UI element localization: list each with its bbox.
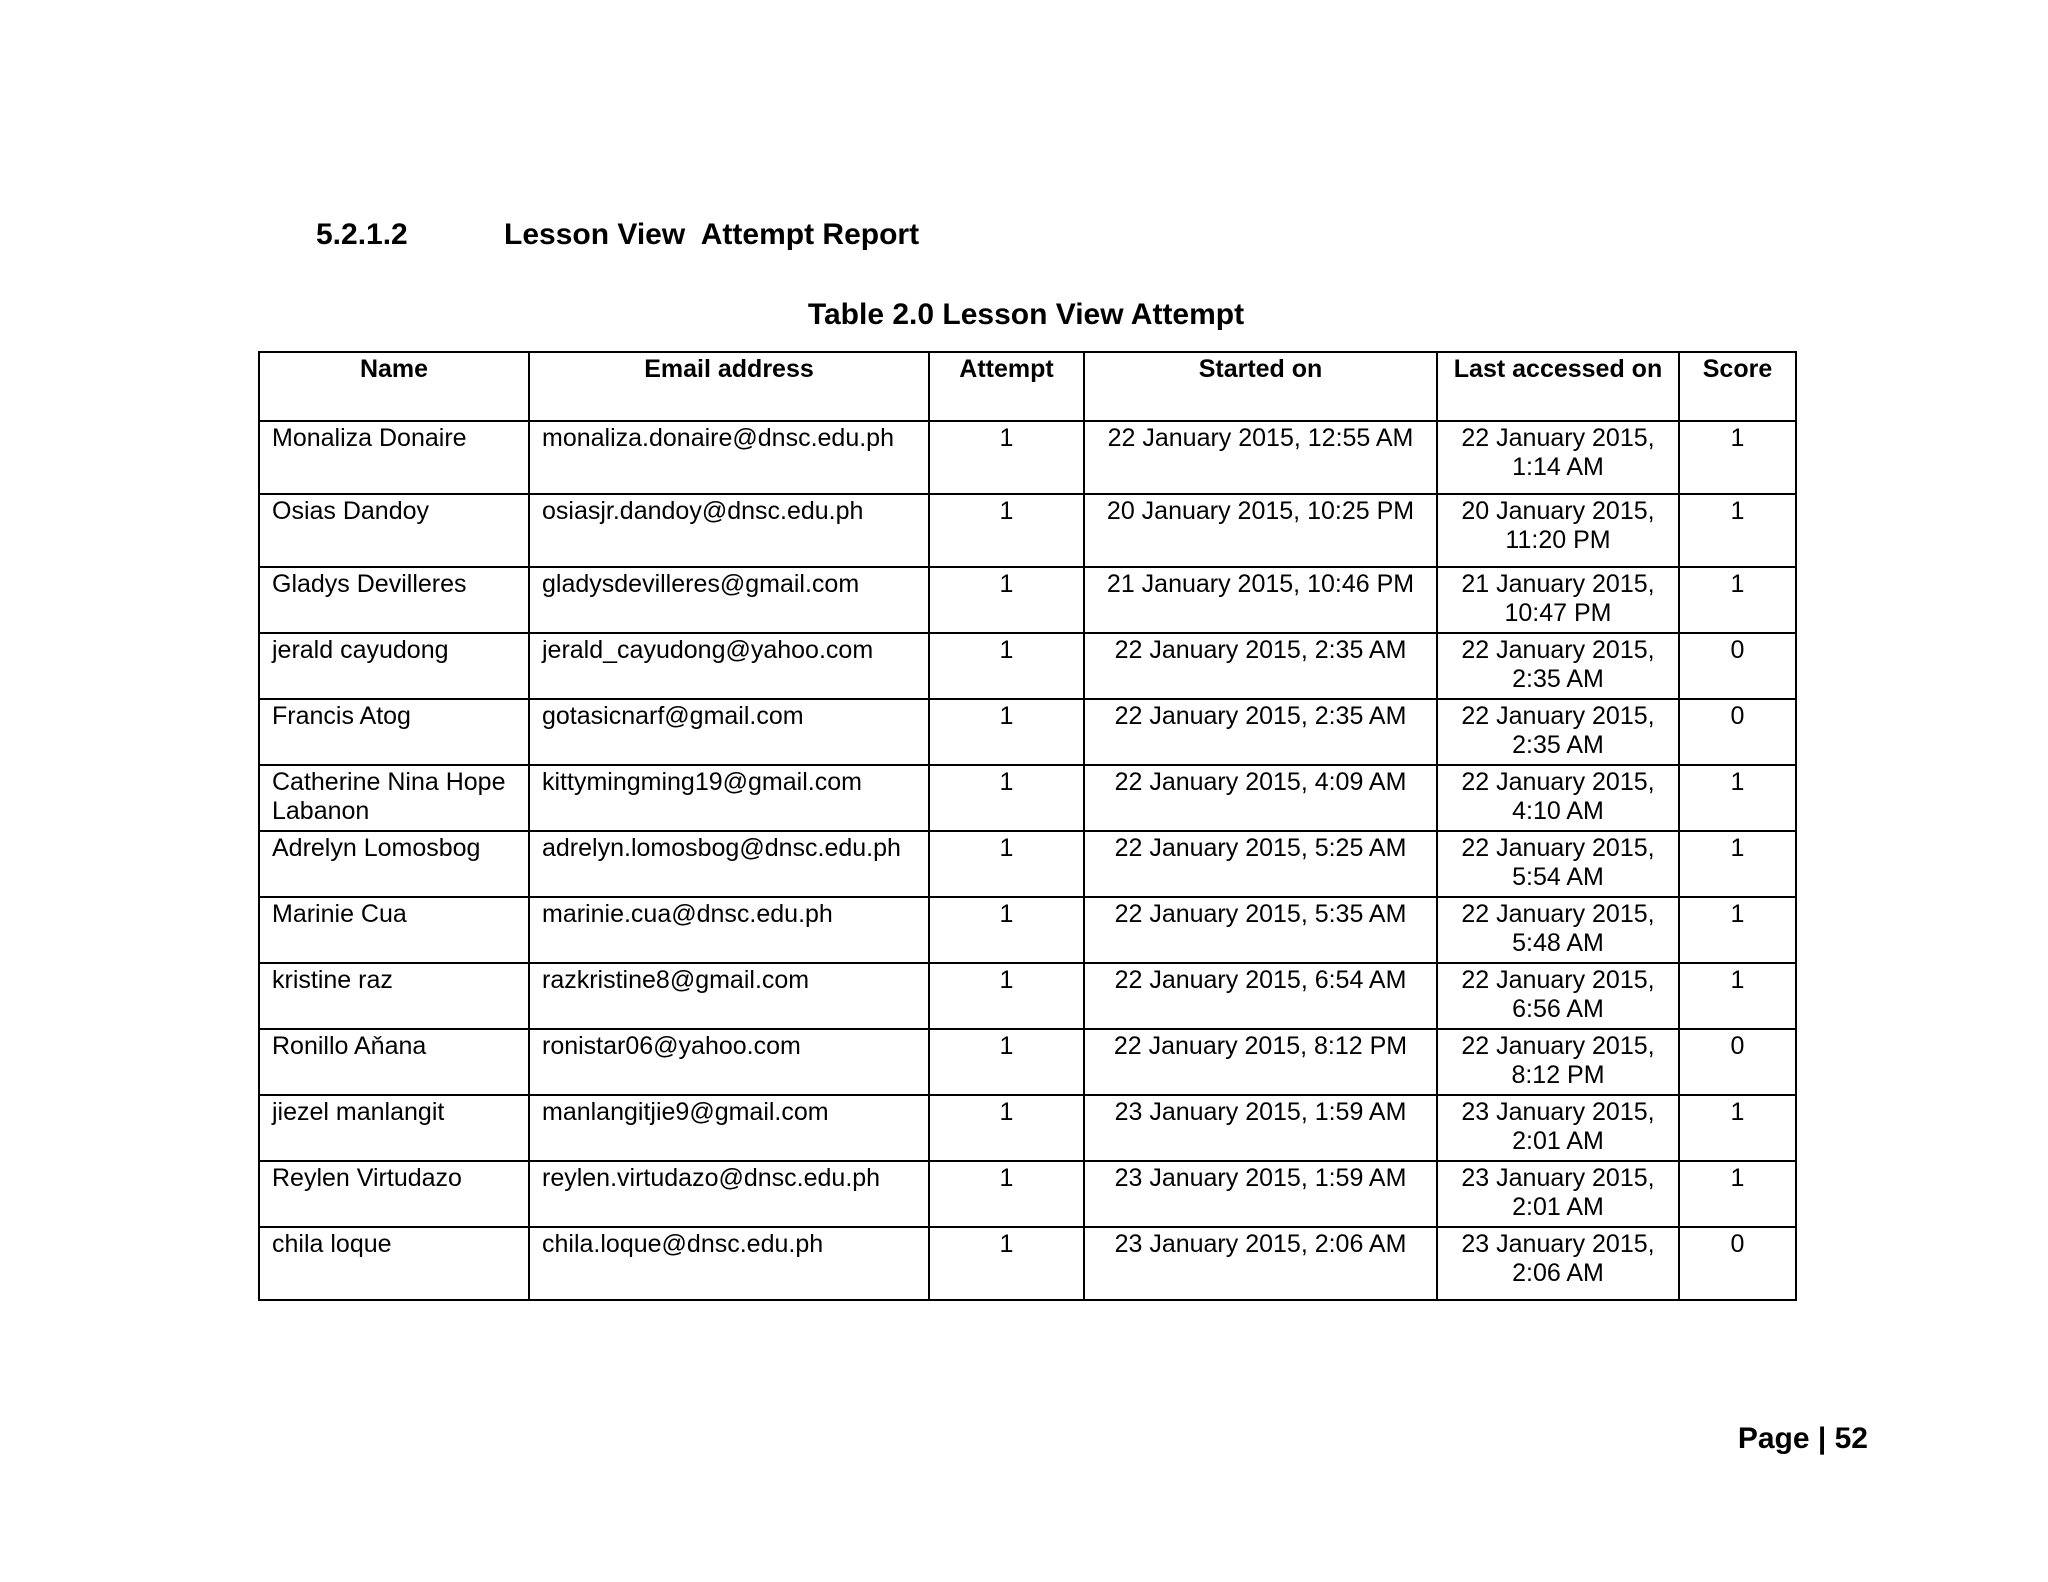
cell-score: 0 [1679,699,1796,765]
cell-last-accessed-on [1437,897,1679,963]
cell-last-accessed-on [1437,963,1679,1029]
last-accessed-date: 22 January 2015, [1461,702,1655,730]
cell-last-accessed-on [1437,421,1679,494]
table-body [259,421,1796,1300]
table-row [259,633,1796,699]
cell-last-accessed-on [1437,1095,1679,1161]
cell-score: 1 [1679,765,1796,831]
cell-score: 1 [1679,831,1796,897]
table-row [259,831,1796,897]
last-accessed-date: 22 January 2015, [1461,834,1655,862]
last-accessed-time: 5:54 AM [1512,863,1604,891]
cell-score: 1 [1679,494,1796,567]
table-row [259,421,1796,494]
table-row [259,1029,1796,1095]
lesson-view-attempt-table [258,351,1797,1301]
cell-attempt: 1 [929,567,1084,633]
table-row [259,1095,1796,1161]
cell-score: 0 [1679,633,1796,699]
cell-email: marinie.cua@dnsc.edu.ph [529,897,929,963]
cell-attempt: 1 [929,1161,1084,1227]
header-email: Email address [529,352,929,421]
cell-started-on: 22 January 2015, 12:55 AM [1084,421,1437,494]
table-row [259,897,1796,963]
last-accessed-time: 1:14 AM [1512,453,1604,481]
cell-attempt: 1 [929,831,1084,897]
cell-score: 0 [1679,1029,1796,1095]
last-accessed-date: 20 January 2015, [1461,497,1655,525]
cell-name: jiezel manlangit [259,1095,529,1161]
cell-email: monaliza.donaire@dnsc.edu.ph [529,421,929,494]
last-accessed-date: 21 January 2015, [1461,570,1655,598]
last-accessed-date: 22 January 2015, [1461,768,1655,796]
last-accessed-time: 8:12 PM [1511,1061,1605,1089]
last-accessed-date: 23 January 2015, [1461,1230,1655,1258]
cell-attempt: 1 [929,421,1084,494]
cell-email: gladysdevilleres@gmail.com [529,567,929,633]
cell-attempt: 1 [929,897,1084,963]
cell-last-accessed-on [1437,633,1679,699]
table-row [259,567,1796,633]
table-row [259,1161,1796,1227]
cell-started-on: 22 January 2015, 6:54 AM [1084,963,1437,1029]
last-accessed-time: 2:06 AM [1512,1259,1604,1287]
table-row [259,699,1796,765]
table-row [259,963,1796,1029]
cell-name: Gladys Devilleres [259,567,529,633]
cell-score: 0 [1679,1227,1796,1300]
last-accessed-date: 22 January 2015, [1461,636,1655,664]
cell-name: kristine raz [259,963,529,1029]
cell-score: 1 [1679,421,1796,494]
cell-email: razkristine8@gmail.com [529,963,929,1029]
last-accessed-time: 10:47 PM [1504,599,1612,627]
cell-last-accessed-on [1437,1227,1679,1300]
last-accessed-time: 2:35 AM [1512,731,1604,759]
header-started-on: Started on [1084,352,1437,421]
cell-score: 1 [1679,897,1796,963]
cell-name: Osias Dandoy [259,494,529,567]
cell-score: 1 [1679,963,1796,1029]
cell-started-on: 20 January 2015, 10:25 PM [1084,494,1437,567]
cell-score: 1 [1679,1095,1796,1161]
cell-started-on: 22 January 2015, 2:35 AM [1084,633,1437,699]
section-heading [316,218,919,252]
cell-last-accessed-on [1437,1029,1679,1095]
section-title: Lesson View Attempt Report [504,218,920,251]
cell-attempt: 1 [929,1029,1084,1095]
cell-started-on: 23 January 2015, 1:59 AM [1084,1095,1437,1161]
cell-last-accessed-on [1437,831,1679,897]
last-accessed-date: 22 January 2015, [1461,900,1655,928]
cell-started-on: 23 January 2015, 2:06 AM [1084,1227,1437,1300]
cell-email: jerald_cayudong@yahoo.com [529,633,929,699]
cell-attempt: 1 [929,494,1084,567]
last-accessed-time: 11:20 PM [1505,526,1611,554]
header-attempt: Attempt [929,352,1084,421]
cell-last-accessed-on [1437,765,1679,831]
cell-started-on: 23 January 2015, 1:59 AM [1084,1161,1437,1227]
cell-email: reylen.virtudazo@dnsc.edu.ph [529,1161,929,1227]
table-row [259,765,1796,831]
last-accessed-date: 22 January 2015, [1461,424,1655,452]
last-accessed-time: 5:48 AM [1512,929,1604,957]
cell-started-on: 22 January 2015, 2:35 AM [1084,699,1437,765]
last-accessed-date: 23 January 2015, [1461,1098,1655,1126]
page-number: Page | 52 [1737,1422,1868,1455]
table-row [259,494,1796,567]
cell-last-accessed-on [1437,1161,1679,1227]
last-accessed-time: 2:01 AM [1512,1193,1604,1221]
cell-email: manlangitjie9@gmail.com [529,1095,929,1161]
cell-name: jerald cayudong [259,633,529,699]
cell-last-accessed-on [1437,494,1679,567]
cell-email: osiasjr.dandoy@dnsc.edu.ph [529,494,929,567]
cell-last-accessed-on [1437,567,1679,633]
cell-score: 1 [1679,1161,1796,1227]
cell-email: chila.loque@dnsc.edu.ph [529,1227,929,1300]
cell-name: Monaliza Donaire [259,421,529,494]
cell-last-accessed-on [1437,699,1679,765]
last-accessed-date: 22 January 2015, [1461,1032,1655,1060]
cell-name: Adrelyn Lomosbog [259,831,529,897]
cell-attempt: 1 [929,633,1084,699]
cell-started-on: 22 January 2015, 5:25 AM [1084,831,1437,897]
cell-started-on: 22 January 2015, 5:35 AM [1084,897,1437,963]
cell-name: Catherine Nina Hope Labanon [259,765,529,831]
cell-email: kittymingming19@gmail.com [529,765,929,831]
table-row [259,1227,1796,1300]
cell-name: Reylen Virtudazo [259,1161,529,1227]
header-last-accessed-on: Last accessed on [1437,352,1679,421]
cell-name: Francis Atog [259,699,529,765]
last-accessed-date: 22 January 2015, [1461,966,1655,994]
cell-attempt: 1 [929,699,1084,765]
cell-attempt: 1 [929,963,1084,1029]
header-name: Name [259,352,529,421]
cell-name: Ronillo Aňana [259,1029,529,1095]
cell-name: Marinie Cua [259,897,529,963]
cell-attempt: 1 [929,1095,1084,1161]
last-accessed-time: 4:10 AM [1512,797,1604,825]
table-header-row [259,352,1796,421]
last-accessed-time: 6:56 AM [1512,995,1604,1023]
cell-email: ronistar06@yahoo.com [529,1029,929,1095]
cell-started-on: 21 January 2015, 10:46 PM [1084,567,1437,633]
header-score: Score [1679,352,1796,421]
table-caption: Table 2.0 Lesson View Attempt [807,298,1245,331]
last-accessed-date: 23 January 2015, [1461,1164,1655,1192]
cell-attempt: 1 [929,765,1084,831]
section-number: 5.2.1.2 [316,218,408,251]
cell-email: adrelyn.lomosbog@dnsc.edu.ph [529,831,929,897]
last-accessed-time: 2:01 AM [1512,1127,1604,1155]
cell-name: chila loque [259,1227,529,1300]
cell-started-on: 22 January 2015, 8:12 PM [1084,1029,1437,1095]
cell-score: 1 [1679,567,1796,633]
cell-email: gotasicnarf@gmail.com [529,699,929,765]
cell-attempt: 1 [929,1227,1084,1300]
cell-started-on: 22 January 2015, 4:09 AM [1084,765,1437,831]
last-accessed-time: 2:35 AM [1512,665,1604,693]
